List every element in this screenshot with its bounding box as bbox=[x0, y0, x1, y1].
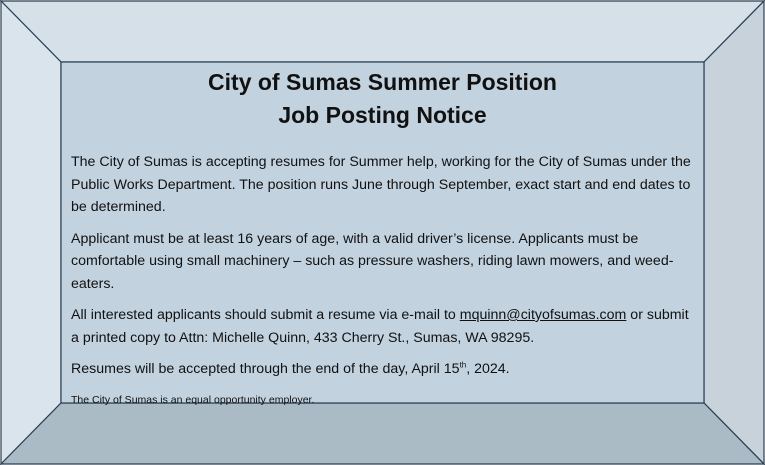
deadline-text-before: Resumes will be accepted through the end of the day, April 15 bbox=[71, 361, 460, 377]
title-line-2: Job Posting Notice bbox=[278, 102, 487, 128]
application-text-before: All interested applicants should submit a resume via e-mail to bbox=[71, 307, 460, 323]
title-line-1: City of Sumas Summer Position bbox=[208, 69, 557, 95]
left-bevel bbox=[1, 1, 61, 464]
page-title bbox=[71, 66, 694, 132]
right-bevel bbox=[704, 1, 764, 464]
deadline-paragraph bbox=[71, 358, 694, 381]
equal-opportunity-note: The City of Sumas is an equal opportunity employer. bbox=[71, 393, 315, 406]
application-text-after: or submit a printed copy to Attn: Michelle Quinn, 433 Cherry St., Sumas, WA 98295. bbox=[71, 307, 689, 346]
deadline-text-after: , 2024. bbox=[466, 361, 510, 377]
ordinal-suffix: th bbox=[459, 360, 467, 370]
description-paragraph: The City of Sumas is accepting resumes for Summer help, working for the City of Sumas under the Public Works Department. The position runs June through September, exact start and end dates to be determined. bbox=[71, 154, 691, 215]
bottom-bevel bbox=[1, 403, 764, 464]
top-bevel bbox=[1, 1, 764, 62]
requirements-paragraph: Applicant must be at least 16 years of age, with a valid driver’s license. Applicants must be comfortable using small machinery – such as pressure washers, riding lawn mowers, and weed-eaters. bbox=[71, 230, 674, 292]
application-paragraph bbox=[71, 304, 694, 349]
email-link[interactable]: mquinn@cityofsumas.com bbox=[459, 307, 627, 323]
notice-panel bbox=[61, 62, 704, 406]
